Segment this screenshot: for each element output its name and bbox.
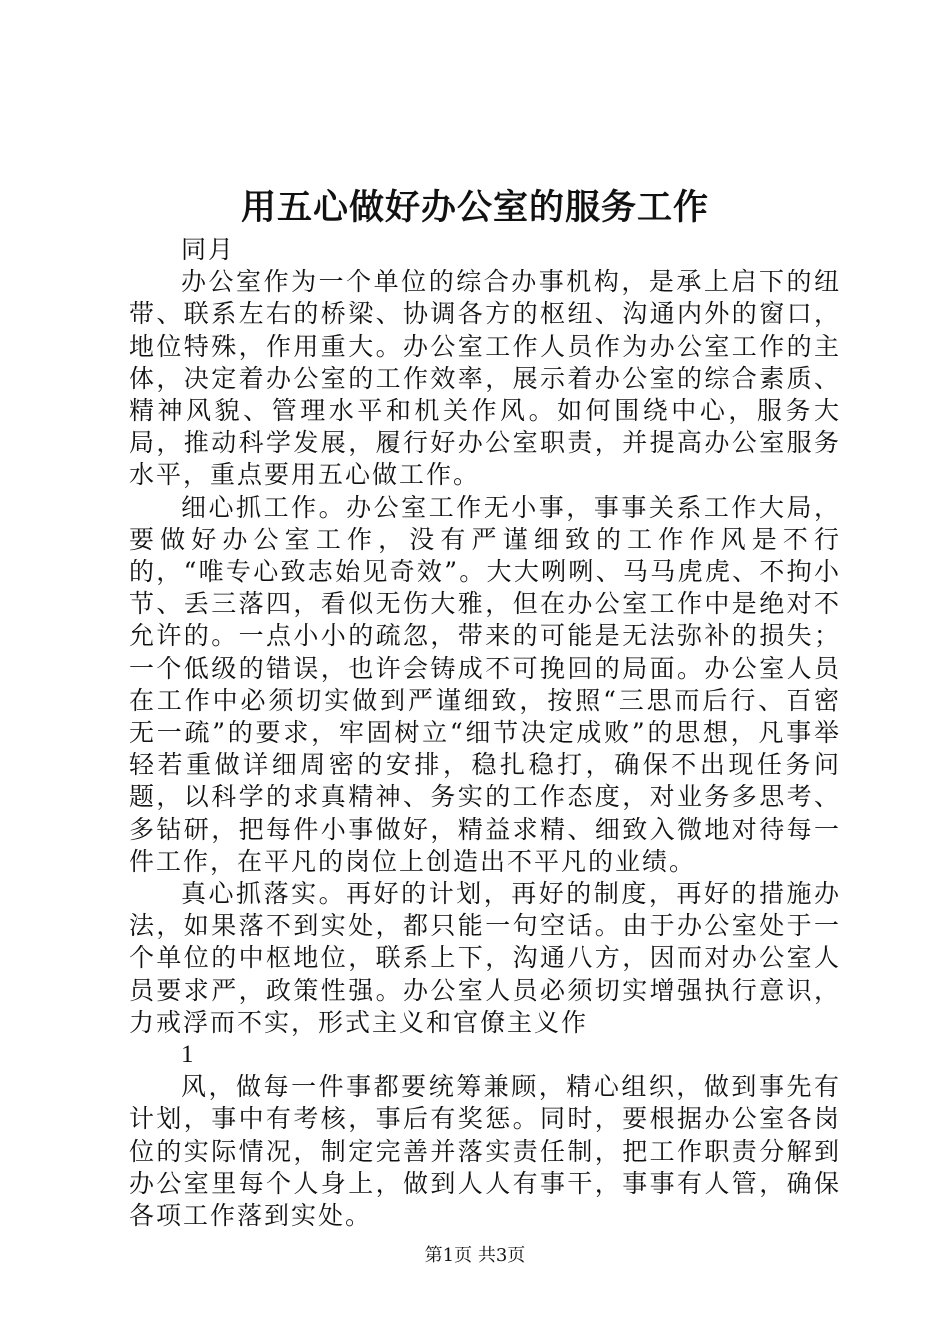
paragraph-implementation: 真心抓落实。再好的计划，再好的制度，再好的措施办法，如果落不到实处，都只能一句空话。由于办公室处于一个单位的中枢地位，联系上下，沟通八方，因而对办公室人员要求严，政策性强。办公室人员必须切实增强执行意识，力戒浮而不实，形式主义和官僚主义作 <box>129 879 841 1037</box>
paragraph-intro: 办公室作为一个单位的综合办事机构，是承上启下的纽带、联系左右的桥梁、协调各方的枢纽、沟通内外的窗口，地位特殊，作用重大。办公室工作人员作为办公室工作的主体，决定着办公室的工作效率，展示着办公室的综合素质、精神风貌、管理水平和机关作风。如何围绕中心，服务大局，推动科学发展，履行好办公室职责，并提高办公室服务水平，重点要用五心做工作。 <box>129 267 841 490</box>
document-title: 用五心做好办公室的服务工作 <box>240 187 709 228</box>
paragraph-continuation: 风，做每一件事都要统筹兼顾，精心组织，做到事先有计划，事中有考核，事后有奖惩。同时，要根据办公室各岗位的实际情况，制定完善并落实责任制，把工作职责分解到办公室里每个人身上，做到人人有事干，事事有人管，确保各项工作落到实处。 <box>129 1072 841 1231</box>
page-footer: 第1页 共3页 <box>424 1245 526 1266</box>
document-body <box>129 234 841 1232</box>
inline-page-number: 1 <box>181 1041 196 1069</box>
paragraph-careful-work: 细心抓工作。办公室工作无小事，事事关系工作大局，要做好办公室工作，没有严谨细致的工作作风是不行的，“唯专心致志始见奇效”。大大咧咧、马马虎虎、不拘小节、丢三落四，看似无伤大雅，但在办公室工作中是绝对不允许的。一点小小的疏忽，带来的可能是无法弥补的损失；一个低级的错误，也许会铸成不可挽回的局面。办公室人员在工作中必须切实做到严谨细致，按照“三思而后行、百密无一疏”的要求，牢固树立“细节决定成败”的思想，凡事举轻若重做详细周密的安排，稳扎稳打，确保不出现任务问题，以科学的求真精神、务实的工作态度，对业务多思考、多钻研，把每件小事做好，精益求精、细致入微地对待每一件工作，在平凡的岗位上创造出不平凡的业绩。 <box>129 492 841 876</box>
author-name: 同月 <box>181 235 236 264</box>
